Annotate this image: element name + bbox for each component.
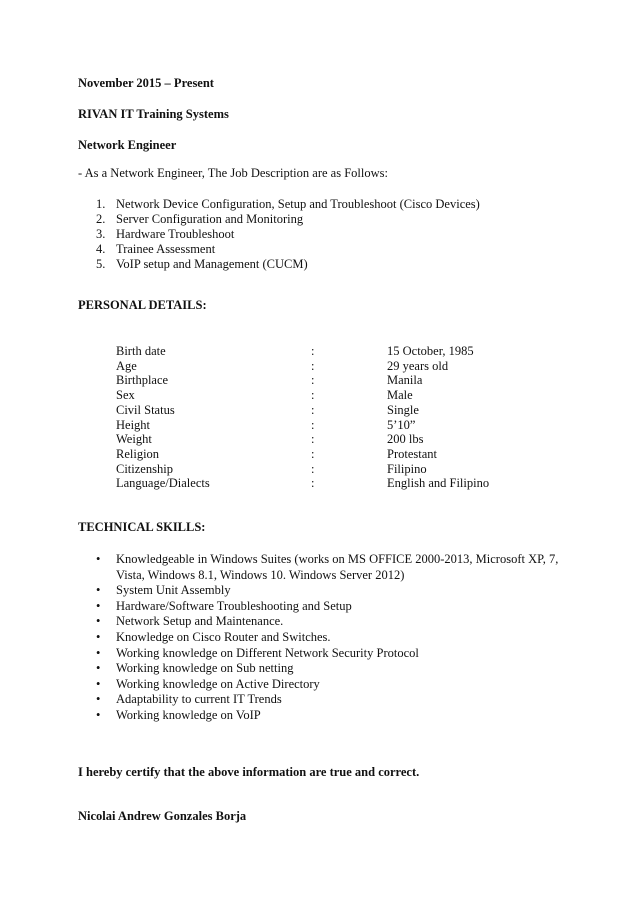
detail-row: [116, 476, 489, 491]
list-text: Working knowledge on Active Directory: [116, 676, 320, 691]
list-text: Adaptability to current IT Trends: [116, 692, 282, 707]
list-item: [96, 708, 566, 724]
bullet-icon: •: [96, 583, 101, 598]
detail-label: Religion: [116, 446, 160, 461]
detail-label: Sex: [116, 388, 135, 403]
duties-list: [96, 197, 480, 272]
list-item: [96, 583, 566, 599]
detail-value: Filipino: [387, 461, 427, 476]
bullet-icon: •: [96, 676, 101, 691]
list-item: [96, 242, 480, 257]
personal-details-table: [116, 344, 489, 491]
list-item: [96, 257, 480, 272]
list-item: [96, 630, 566, 646]
technical-skills-heading: TECHNICAL SKILLS:: [78, 520, 206, 534]
detail-label: Language/Dialects: [116, 476, 210, 491]
detail-value: Manila: [387, 373, 423, 388]
list-text: Knowledgeable in Windows Suites (works on MS OFFICE 2000-2013, Microsoft XP, 7, Vista, Windows 8.1, Windows 10. Windows Server 2012): [116, 552, 559, 582]
list-item: [96, 599, 566, 615]
list-number: 2.: [96, 212, 106, 226]
detail-separator: :: [311, 402, 315, 417]
detail-label: Birthplace: [116, 373, 169, 388]
list-item: [96, 197, 480, 212]
list-text: Trainee Assessment: [116, 242, 216, 256]
detail-label: Civil Status: [116, 402, 175, 417]
detail-value: 15 October, 1985: [387, 344, 474, 358]
detail-value: 200 lbs: [387, 432, 424, 447]
detail-separator: :: [311, 446, 315, 461]
list-text: VoIP setup and Management (CUCM): [116, 257, 308, 271]
job-title: Network Engineer: [78, 138, 177, 152]
list-number: 1.: [96, 197, 106, 211]
detail-value: Protestant: [387, 446, 437, 461]
bullet-icon: •: [96, 629, 101, 644]
list-item: [96, 227, 480, 242]
list-item: [96, 677, 566, 693]
detail-separator: :: [311, 373, 315, 388]
list-item: [96, 212, 480, 227]
signatory-name: Nicolai Andrew Gonzales Borja: [78, 809, 247, 823]
detail-row: [116, 388, 489, 403]
detail-separator: :: [311, 432, 315, 447]
list-text: Hardware/Software Troubleshooting and Setup: [116, 598, 352, 613]
list-text: System Unit Assembly: [116, 583, 231, 598]
detail-label: Weight: [116, 432, 152, 447]
list-text: Network Device Configuration, Setup and Troubleshoot (Cisco Devices): [116, 197, 480, 211]
detail-label: Citizenship: [116, 461, 173, 476]
list-item: [96, 614, 566, 630]
job-description-intro: - As a Network Engineer, The Job Description are as Follows:: [78, 166, 388, 180]
bullet-icon: •: [96, 707, 101, 722]
bullet-icon: •: [96, 614, 101, 629]
detail-row: [116, 403, 489, 418]
bullet-icon: •: [96, 661, 101, 676]
detail-separator: :: [311, 388, 315, 403]
detail-separator: :: [311, 358, 315, 373]
list-item: [96, 692, 566, 708]
detail-separator: :: [311, 344, 315, 358]
bullet-icon: •: [96, 598, 101, 613]
list-text: Working knowledge on Different Network Security Protocol: [116, 645, 419, 660]
detail-value: Single: [387, 402, 419, 417]
list-number: 3.: [96, 227, 106, 241]
detail-row: [116, 373, 489, 388]
bullet-icon: •: [96, 645, 101, 660]
skills-list: [96, 552, 566, 724]
company-name: RIVAN IT Training Systems: [78, 107, 229, 121]
list-item: [96, 552, 566, 583]
detail-value: English and Filipino: [387, 476, 490, 491]
list-text: Working knowledge on VoIP: [116, 707, 261, 722]
list-text: Hardware Troubleshoot: [116, 227, 235, 241]
detail-value: 5’10”: [387, 417, 416, 432]
detail-row: [116, 432, 489, 447]
list-text: Server Configuration and Monitoring: [116, 212, 304, 226]
bullet-icon: •: [96, 552, 101, 566]
list-number: 5.: [96, 257, 106, 271]
detail-row: [116, 462, 489, 477]
list-item: [96, 646, 566, 662]
list-text: Working knowledge on Sub netting: [116, 661, 294, 676]
list-number: 4.: [96, 242, 106, 256]
detail-row: [116, 344, 489, 359]
list-text: Knowledge on Cisco Router and Switches.: [116, 629, 331, 644]
personal-details-heading: PERSONAL DETAILS:: [78, 298, 207, 312]
detail-label: Height: [116, 417, 151, 432]
detail-label: Age: [116, 358, 137, 373]
certification-statement: I hereby certify that the above information are true and correct.: [78, 765, 420, 779]
list-item: [96, 661, 566, 677]
bullet-icon: •: [96, 692, 101, 707]
detail-separator: :: [311, 461, 315, 476]
detail-label: Birth date: [116, 344, 166, 358]
job-period: November 2015 – Present: [78, 76, 214, 90]
detail-value: 29 years old: [387, 358, 449, 373]
detail-separator: :: [311, 476, 315, 491]
list-text: Network Setup and Maintenance.: [116, 614, 284, 629]
detail-row: [116, 359, 489, 374]
detail-value: Male: [387, 388, 413, 403]
detail-separator: :: [311, 417, 315, 432]
detail-row: [116, 418, 489, 433]
detail-row: [116, 447, 489, 462]
